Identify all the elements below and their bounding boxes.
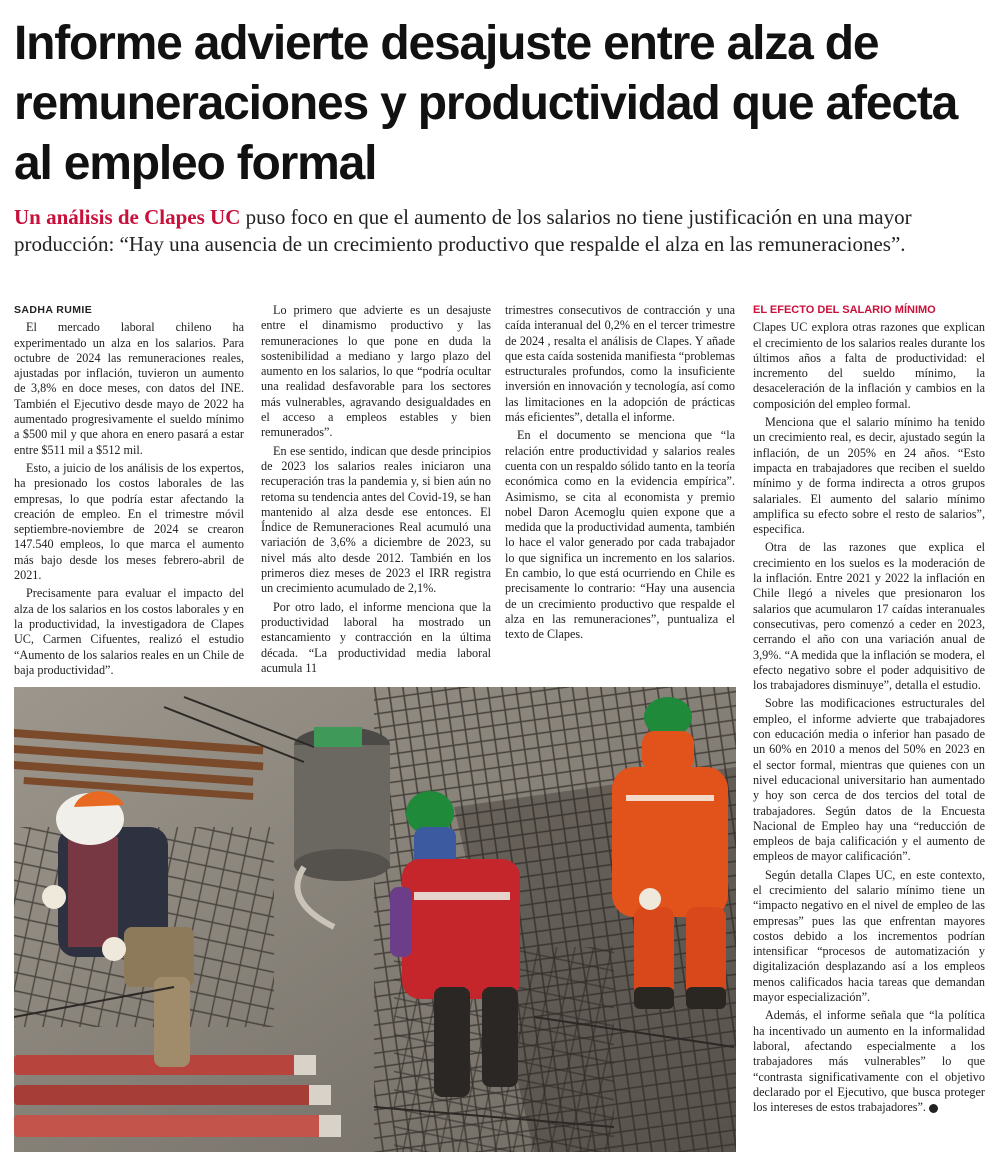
- subheadline-text: puso foco en que el aumento de los salarios no tiene justificación en una mayor producción: “Hay una ausencia de un crecimiento productivo que respalde el alza en las remuneraciones”.: [14, 205, 912, 256]
- paragraph: El mercado laboral chileno ha experimentado un alza en los salarios. Para octubre de 2024 las remuneraciones reales, ajustadas por inflación, tuvieron un aumento de 3,8% en doce meses, con datos del INE. También el Ejecutivo desde mayo de 2022 ha aumentado progresivamente el sueldo mínimo a $500 mil y que ahora en enero pasará a estar entre $511 mil a $512 mil.: [14, 320, 244, 457]
- paragraph: Esto, a juicio de los análisis de los expertos, ha presionado los costos laborales de las empresas, lo que podría estar afectando la creación de empleo. En el trimestre móvil septiembre-noviembre de 2024 se crearon 147.540 empleos, lo que marca el aumento más bajo desde los meses febrero-abril de 2021.: [14, 460, 244, 583]
- paragraph: [753, 1008, 985, 1115]
- photo-illustration: [14, 687, 736, 1152]
- end-of-article-icon: [929, 1104, 938, 1113]
- subheadline: [14, 204, 989, 258]
- paragraph: Precisamente para evaluar el impacto del alza de los salarios en los costos laborales y en la productividad, la investigadora de Clapes UC, Carmen Cifuentes, realizó el estudio “Aumento de los salarios reales en un Chile de baja productividad”.: [14, 586, 244, 677]
- paragraph: Menciona que el salario mínimo ha tenido un crecimiento real, es decir, ajustado según la inflación, de un 205% en 24 años. “Esto impacta en trabajadores que reciben el sueldo mínimo y de forma indirecta a otros grupos salariales. El aumento del salario mínimo amplifica su efecto sobre el resto de salarios”, especifica.: [753, 415, 985, 537]
- paragraph: Clapes UC explora otras razones que explican el crecimiento de los salarios reales durante los últimos años a falta de productividad: el incremento del sueldo mínimo, la desaceleración de la inflación y cambios en la composición del empleo formal.: [753, 320, 985, 411]
- article-column-4: [753, 303, 985, 1118]
- section-title: EL EFECTO DEL SALARIO MÍNIMO: [753, 304, 936, 316]
- paragraph: Sobre las modificaciones estructurales del empleo, el informe advierte que trabajadores con educación media o inferior han pasado de un 60% en 2010 a menos del 50% en 2023 en el sector formal, mientras que quienes con un nivel educacional universitario han aumentado y hoy son cerca de dos tercios del total de trabajadores. Según datos de la Encuesta Nacional de Empleo hay una “reducción de empleos de baja calificación y el aumento de empleos de mayor calificación”.: [753, 696, 985, 864]
- paragraph: Otra de las razones que explica el crecimiento en los suelos es la moderación de la inflación. Entre 2021 y 2022 la inflación en Chile llegó a niveles que presionaron los salarios que acumularon 17 caídas interanuales consecutivas, pero comenzó a ceder en 2023, cerrando el año con una variación anual de 3,9%. “A medida que la inflación se modera, el efecto negativo sobre el poder adquisitivo de los trabajadores disminuye”, detalla el estudio.: [753, 540, 985, 693]
- subheadline-accent: Un análisis de Clapes UC: [14, 205, 241, 229]
- article-column-1: [14, 303, 244, 681]
- article-column-3: [505, 303, 735, 646]
- paragraph-text: Además, el informe señala que “la política ha incentivado un aumento en la informalidad laboral, afectando especialmente a los trabajadores más vulnerables” lo que “contrasta significativamente con el objetivo declarado por el Ejecutivo, que busca proteger los intereses de estos trabajadores”.: [753, 1008, 985, 1115]
- paragraph: trimestres consecutivos de contracción y una caída interanual del 0,2% en el tercer trimestre de 2024 , resalta el análisis de Clapes. Y añade que esta caída sostenida manifiesta “problemas estructurales profundos, como la insuficiente inversión en innovación y tecnología, así como las limitaciones en la adopción de prácticas más eficientes”, detalla el informe.: [505, 303, 735, 425]
- byline: SADHA RUMIE: [14, 304, 93, 316]
- article-column-2: [261, 303, 491, 679]
- paragraph: Lo primero que advierte es un desajuste entre el dinamismo productivo y las remuneraciones lo que pone en duda la sostenibilidad a mediano y largo plazo del aumento en los salarios, lo que “podría ocultar una realidad desfavorable para los sectores más vulnerables, agravando desigualdades en el acceso a empleos estables y bien remunerados”.: [261, 303, 491, 440]
- construction-workers-photo: [14, 687, 736, 1152]
- paragraph: En ese sentido, indican que desde principios de 2023 los salarios reales iniciaron una recuperación tras la pandemia y, si bien aún no retoma su tendencia antes del Covid-19, se han mantenido al alza desde ese entonces. El Índice de Remuneraciones Real acumuló una variación de 3,6% a diciembre de 2023, su nivel más alto desde 2012. También en los primeros diez meses de 2023 el IRR registra un crecimiento acumulado de 2,1%.: [261, 443, 491, 596]
- headline: Informe advierte desajuste entre alza de remuneraciones y productividad que afecta al empleo formal: [14, 17, 958, 190]
- paragraph: En el documento se menciona que “la relación entre productividad y salarios reales cuenta con un respaldo sólido tanto en la teoría económica como en la evidencia empírica”. Asimismo, se cita al economista y premio nobel Daron Acemoglu quien expone que a medida que la productividad aumenta, también lo hace el valor generado por cada trabajador lo que significa un incremento en los salarios. En cambio, lo que está ocurriendo en Chile es precisamente lo contrario: “Hay una ausencia de un crecimiento productivo que respalde el alza en las remuneraciones”, puntualiza el texto de Clapes.: [505, 428, 735, 642]
- paragraph: Por otro lado, el informe menciona que la productividad laboral ha mostrado un estancamiento y contracción en la última década. “La productividad media laboral acumula 11: [261, 599, 491, 675]
- paragraph: Según detalla Clapes UC, en este contexto, el crecimiento del salario mínimo tiene un “impacto negativo en el nivel de empleo de las empresas” pues las que enfrentan mayores costos debido a los incrementos podrían intensificar “procesos de automatización y digitalización desplazando así a los empleos menos calificados hacia tareas que demandan mayor especialización”.: [753, 867, 985, 1005]
